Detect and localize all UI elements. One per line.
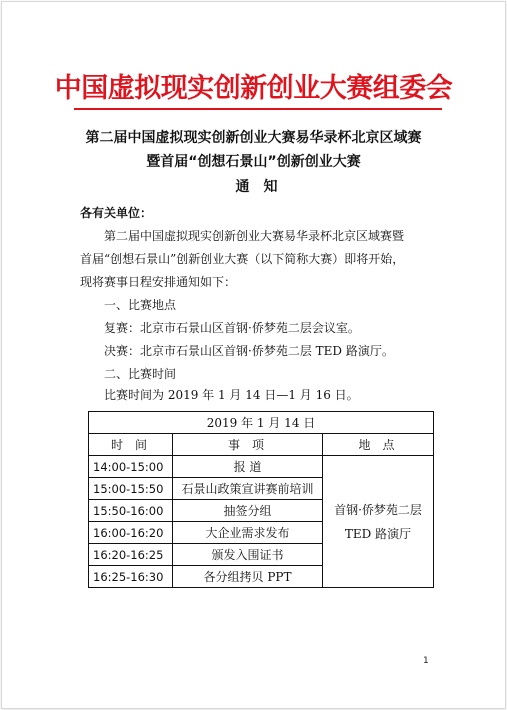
time-statement: 比赛时间为 2019 年 1 月 14 日—1 月 16 日。 <box>104 388 359 402</box>
paragraph-line: 首届“创想石景山”创新创业大赛（以下简称大赛）即将开始， <box>80 252 405 266</box>
salutation: 各有关单位： <box>80 206 153 220</box>
header-item: 事项 <box>173 434 323 456</box>
table-row <box>89 456 434 478</box>
organizer-title: 中国虚拟现实创新创业大赛组委会 <box>54 73 453 104</box>
row-time: 15:00-15:50 <box>89 478 173 500</box>
row-item: 报 道 <box>173 456 323 478</box>
location-cell <box>323 456 434 588</box>
row-item: 石景山政策宣讲赛前培训 <box>173 478 323 500</box>
row-item: 颁发入围证书 <box>173 544 323 566</box>
row-item: 抽签分组 <box>173 500 323 522</box>
table-header-row <box>89 434 434 456</box>
row-time: 16:00-16:20 <box>89 522 173 544</box>
section-heading-time: 二、比赛时间 <box>104 367 177 381</box>
venue-semifinal: 复赛：北京市石景山区首钢·侨梦苑二层会议室。 <box>104 321 360 335</box>
page-number: 1 <box>423 656 429 666</box>
paragraph-line: 第二届中国虚拟现实创新创业大赛易华录杯北京区域赛暨 <box>104 229 405 243</box>
table-date: 2019 年 1 月 14 日 <box>89 412 434 434</box>
row-time: 15:50-16:00 <box>89 500 173 522</box>
red-divider <box>74 108 442 110</box>
row-time: 14:00-15:00 <box>89 456 173 478</box>
notice-heading-title: 通知 <box>235 179 292 195</box>
table-date-row <box>89 412 434 434</box>
notice-heading-line1: 第二届中国虚拟现实创新创业大赛易华录杯北京区域赛 <box>85 130 422 146</box>
header-location: 地点 <box>323 434 434 456</box>
location-line1: 首钢·侨梦苑二层 <box>334 502 422 517</box>
notice-heading-line2: 暨首届“创想石景山”创新创业大赛 <box>146 154 361 170</box>
schedule-table <box>88 411 434 588</box>
location-line2: TED 路演厅 <box>344 526 412 541</box>
row-item: 大企业需求发布 <box>173 522 323 544</box>
row-time: 16:25-16:30 <box>89 566 173 588</box>
section-heading-venue: 一、比赛地点 <box>104 298 177 312</box>
row-item: 各分组拷贝 PPT <box>173 566 323 588</box>
paragraph-line: 现将赛事日程安排通知如下： <box>80 275 237 289</box>
header-time: 时间 <box>89 434 173 456</box>
venue-final: 决赛：北京市石景山区首钢·侨梦苑二层 TED 路演厅。 <box>104 344 394 358</box>
row-time: 16:20-16:25 <box>89 544 173 566</box>
